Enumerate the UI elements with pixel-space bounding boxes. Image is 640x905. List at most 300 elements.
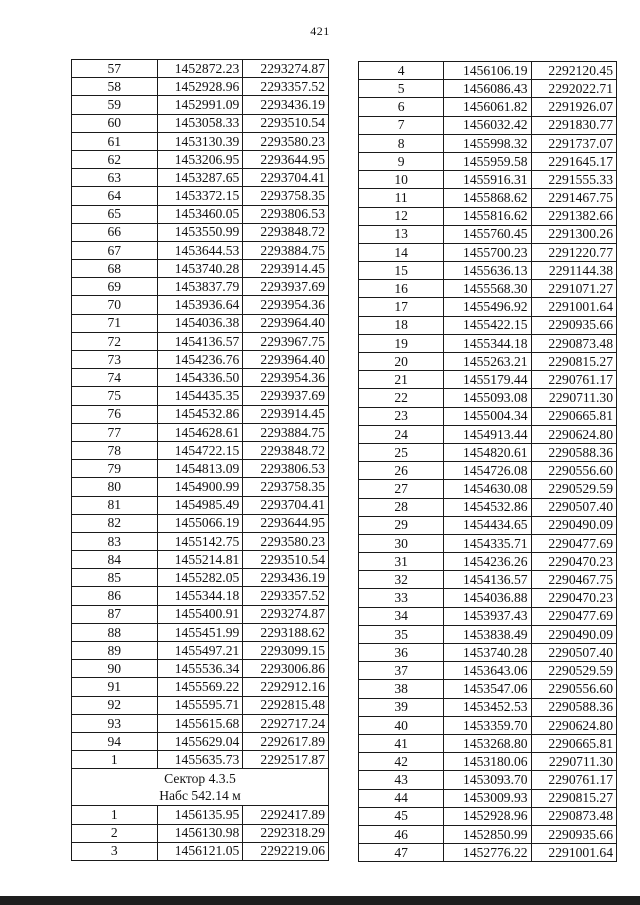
x-coordinate-cell: 1455179.44 [444, 371, 531, 389]
x-coordinate-cell: 1454236.76 [157, 351, 243, 369]
x-coordinate-cell: 1455214.81 [157, 551, 243, 569]
point-number-cell: 90 [72, 660, 158, 678]
table-row [359, 62, 617, 80]
point-number-cell: 38 [359, 680, 444, 698]
table-row [359, 480, 617, 498]
y-coordinate-cell: 2293436.19 [243, 569, 329, 587]
y-coordinate-cell: 2293099.15 [243, 642, 329, 660]
point-number-cell: 94 [72, 732, 158, 750]
point-number-cell: 22 [359, 389, 444, 407]
y-coordinate-cell: 2293758.35 [243, 478, 329, 496]
x-coordinate-cell: 1454985.49 [157, 496, 243, 514]
table-row [359, 844, 617, 862]
point-number-cell: 26 [359, 462, 444, 480]
y-coordinate-cell: 2293758.35 [243, 187, 329, 205]
x-coordinate-cell: 1456106.19 [444, 62, 531, 80]
y-coordinate-cell: 2291382.66 [531, 207, 616, 225]
point-number-cell: 23 [359, 407, 444, 425]
table-row [72, 623, 329, 641]
x-coordinate-cell: 1453740.28 [444, 644, 531, 662]
table-row [72, 714, 329, 732]
x-coordinate-cell: 1453936.64 [157, 296, 243, 314]
y-coordinate-cell: 2293964.40 [243, 314, 329, 332]
table-row [72, 60, 329, 78]
y-coordinate-cell: 2291144.38 [531, 262, 616, 280]
point-number-cell: 20 [359, 353, 444, 371]
point-number-cell: 44 [359, 789, 444, 807]
table-row [72, 423, 329, 441]
y-coordinate-cell: 2293914.45 [243, 405, 329, 423]
point-number-cell: 37 [359, 662, 444, 680]
table-row [359, 789, 617, 807]
x-coordinate-cell: 1455093.08 [444, 389, 531, 407]
y-coordinate-cell: 2291645.17 [531, 152, 616, 170]
table-row [359, 407, 617, 425]
y-coordinate-cell: 2290507.40 [531, 644, 616, 662]
x-coordinate-cell: 1455569.22 [157, 678, 243, 696]
x-coordinate-cell: 1455400.91 [157, 605, 243, 623]
x-coordinate-cell: 1456032.42 [444, 116, 531, 134]
y-coordinate-cell: 2293806.53 [243, 460, 329, 478]
x-coordinate-cell: 1455497.21 [157, 642, 243, 660]
table-row [72, 587, 329, 605]
x-coordinate-cell: 1454913.44 [444, 425, 531, 443]
table-row [359, 698, 617, 716]
x-coordinate-cell: 1453452.53 [444, 698, 531, 716]
y-coordinate-cell: 2291071.27 [531, 280, 616, 298]
y-coordinate-cell: 2292022.71 [531, 80, 616, 98]
y-coordinate-cell: 2293937.69 [243, 387, 329, 405]
point-number-cell: 29 [359, 516, 444, 534]
x-coordinate-cell: 1452928.96 [157, 78, 243, 96]
table-row [72, 369, 329, 387]
y-coordinate-cell: 2293644.95 [243, 514, 329, 532]
point-number-cell: 31 [359, 553, 444, 571]
x-coordinate-cell: 1454722.15 [157, 441, 243, 459]
x-coordinate-cell: 1455451.99 [157, 623, 243, 641]
y-coordinate-cell: 2292912.16 [243, 678, 329, 696]
table-row [359, 571, 617, 589]
point-number-cell: 93 [72, 714, 158, 732]
table-row [359, 534, 617, 552]
x-coordinate-cell: 1454726.08 [444, 462, 531, 480]
table-row [359, 371, 617, 389]
y-coordinate-cell: 2292219.06 [243, 842, 329, 860]
point-number-cell: 40 [359, 716, 444, 734]
point-number-cell: 72 [72, 332, 158, 350]
x-coordinate-cell: 1454628.61 [157, 423, 243, 441]
y-coordinate-cell: 2290588.36 [531, 443, 616, 461]
point-number-cell: 46 [359, 825, 444, 843]
point-number-cell: 91 [72, 678, 158, 696]
point-number-cell: 84 [72, 551, 158, 569]
x-coordinate-cell: 1453643.06 [444, 662, 531, 680]
point-number-cell: 1 [72, 751, 158, 769]
x-coordinate-cell: 1454036.88 [444, 589, 531, 607]
y-coordinate-cell: 2290711.30 [531, 753, 616, 771]
table-row [359, 262, 617, 280]
x-coordinate-cell: 1454136.57 [444, 571, 531, 589]
table-row [72, 696, 329, 714]
y-coordinate-cell: 2293964.40 [243, 351, 329, 369]
point-number-cell: 92 [72, 696, 158, 714]
point-number-cell: 30 [359, 534, 444, 552]
point-number-cell: 11 [359, 189, 444, 207]
point-number-cell: 82 [72, 514, 158, 532]
table-row [359, 225, 617, 243]
point-number-cell: 17 [359, 298, 444, 316]
x-coordinate-cell: 1453093.70 [444, 771, 531, 789]
table-row [72, 405, 329, 423]
point-number-cell: 18 [359, 316, 444, 334]
y-coordinate-cell: 2293806.53 [243, 205, 329, 223]
table-row [72, 551, 329, 569]
y-coordinate-cell: 2292717.24 [243, 714, 329, 732]
point-number-cell: 78 [72, 441, 158, 459]
table-row [359, 171, 617, 189]
y-coordinate-cell: 2291001.64 [531, 844, 616, 862]
x-coordinate-cell: 1453460.05 [157, 205, 243, 223]
point-number-cell: 60 [72, 114, 158, 132]
sector-area: Набс 542.14 м [159, 788, 241, 804]
x-coordinate-cell: 1453547.06 [444, 680, 531, 698]
table-row [359, 425, 617, 443]
table-row [359, 207, 617, 225]
point-number-cell: 66 [72, 223, 158, 241]
table-row [72, 314, 329, 332]
x-coordinate-cell: 1454236.26 [444, 553, 531, 571]
y-coordinate-cell: 2292120.45 [531, 62, 616, 80]
table-row [72, 96, 329, 114]
x-coordinate-cell: 1455282.05 [157, 569, 243, 587]
point-number-cell: 35 [359, 625, 444, 643]
table-row [72, 678, 329, 696]
point-number-cell: 81 [72, 496, 158, 514]
y-coordinate-cell: 2293188.62 [243, 623, 329, 641]
y-coordinate-cell: 2292417.89 [243, 806, 329, 824]
x-coordinate-cell: 1455959.58 [444, 152, 531, 170]
point-number-cell: 32 [359, 571, 444, 589]
point-number-cell: 69 [72, 278, 158, 296]
x-coordinate-cell: 1455496.92 [444, 298, 531, 316]
y-coordinate-cell: 2290873.48 [531, 334, 616, 352]
point-number-cell: 39 [359, 698, 444, 716]
x-coordinate-cell: 1455998.32 [444, 134, 531, 152]
x-coordinate-cell: 1455344.18 [157, 587, 243, 605]
point-number-cell: 8 [359, 134, 444, 152]
point-number-cell: 73 [72, 351, 158, 369]
table-row [72, 150, 329, 168]
y-coordinate-cell: 2293274.87 [243, 605, 329, 623]
x-coordinate-cell: 1453550.99 [157, 223, 243, 241]
point-number-cell: 28 [359, 498, 444, 516]
y-coordinate-cell: 2293914.45 [243, 260, 329, 278]
table-row [72, 514, 329, 532]
y-coordinate-cell: 2290815.27 [531, 789, 616, 807]
x-coordinate-cell: 1452776.22 [444, 844, 531, 862]
x-coordinate-cell: 1455629.04 [157, 732, 243, 750]
table-row [72, 824, 329, 842]
point-number-cell: 70 [72, 296, 158, 314]
x-coordinate-cell: 1453359.70 [444, 716, 531, 734]
table-row [72, 460, 329, 478]
y-coordinate-cell: 2293937.69 [243, 278, 329, 296]
x-coordinate-cell: 1452850.99 [444, 825, 531, 843]
table-row [72, 732, 329, 750]
point-number-cell: 34 [359, 607, 444, 625]
x-coordinate-cell: 1455916.31 [444, 171, 531, 189]
point-number-cell: 16 [359, 280, 444, 298]
y-coordinate-cell: 2290624.80 [531, 716, 616, 734]
y-coordinate-cell: 2290467.75 [531, 571, 616, 589]
point-number-cell: 67 [72, 241, 158, 259]
table-row [72, 532, 329, 550]
point-number-cell: 59 [72, 96, 158, 114]
x-coordinate-cell: 1454900.99 [157, 478, 243, 496]
y-coordinate-cell: 2290477.69 [531, 534, 616, 552]
table-row [72, 132, 329, 150]
x-coordinate-cell: 1455615.68 [157, 714, 243, 732]
y-coordinate-cell: 2293274.87 [243, 60, 329, 78]
x-coordinate-cell: 1454335.71 [444, 534, 531, 552]
point-number-cell: 3 [72, 842, 158, 860]
y-coordinate-cell: 2290761.17 [531, 371, 616, 389]
sector-header-body [72, 769, 329, 806]
point-number-cell: 7 [359, 116, 444, 134]
x-coordinate-cell: 1454820.61 [444, 443, 531, 461]
table-row [359, 243, 617, 261]
y-coordinate-cell: 2290529.59 [531, 662, 616, 680]
point-number-cell: 24 [359, 425, 444, 443]
point-number-cell: 13 [359, 225, 444, 243]
y-coordinate-cell: 2291926.07 [531, 98, 616, 116]
y-coordinate-cell: 2291555.33 [531, 171, 616, 189]
table-row [359, 298, 617, 316]
y-coordinate-cell: 2292617.89 [243, 732, 329, 750]
x-coordinate-cell: 1455536.34 [157, 660, 243, 678]
table-row [72, 751, 329, 769]
table-row [72, 605, 329, 623]
x-coordinate-cell: 1452872.23 [157, 60, 243, 78]
point-number-cell: 27 [359, 480, 444, 498]
table-row [72, 187, 329, 205]
table-row [359, 716, 617, 734]
x-coordinate-cell: 1456135.95 [157, 806, 243, 824]
table-row [359, 316, 617, 334]
point-number-cell: 5 [359, 80, 444, 98]
x-coordinate-cell: 1455422.15 [444, 316, 531, 334]
y-coordinate-cell: 2290470.23 [531, 589, 616, 607]
y-coordinate-cell: 2293006.86 [243, 660, 329, 678]
x-coordinate-cell: 1453009.93 [444, 789, 531, 807]
x-coordinate-cell: 1456061.82 [444, 98, 531, 116]
x-coordinate-cell: 1454532.86 [444, 498, 531, 516]
x-coordinate-cell: 1455263.21 [444, 353, 531, 371]
point-number-cell: 62 [72, 150, 158, 168]
table-row [359, 516, 617, 534]
page-number: 421 [310, 24, 330, 38]
x-coordinate-cell: 1454434.65 [444, 516, 531, 534]
y-coordinate-cell: 2293436.19 [243, 96, 329, 114]
table-row [359, 389, 617, 407]
x-coordinate-cell: 1454036.38 [157, 314, 243, 332]
table-row [72, 260, 329, 278]
point-number-cell: 88 [72, 623, 158, 641]
point-number-cell: 87 [72, 605, 158, 623]
table-row [359, 825, 617, 843]
table-row [359, 462, 617, 480]
point-number-cell: 6 [359, 98, 444, 116]
y-coordinate-cell: 2290556.60 [531, 462, 616, 480]
y-coordinate-cell: 2293704.41 [243, 169, 329, 187]
x-coordinate-cell: 1455004.34 [444, 407, 531, 425]
y-coordinate-cell: 2293967.75 [243, 332, 329, 350]
x-coordinate-cell: 1452928.96 [444, 807, 531, 825]
table-row [359, 680, 617, 698]
scan-bottom-edge [0, 896, 640, 905]
x-coordinate-cell: 1453268.80 [444, 734, 531, 752]
left-coordinates-table [71, 59, 329, 861]
table-row [72, 842, 329, 860]
y-coordinate-cell: 2290711.30 [531, 389, 616, 407]
y-coordinate-cell: 2290470.23 [531, 553, 616, 571]
point-number-cell: 9 [359, 152, 444, 170]
table-row [72, 496, 329, 514]
table-row [359, 443, 617, 461]
x-coordinate-cell: 1455066.19 [157, 514, 243, 532]
y-coordinate-cell: 2290490.09 [531, 516, 616, 534]
x-coordinate-cell: 1454435.35 [157, 387, 243, 405]
y-coordinate-cell: 2290529.59 [531, 480, 616, 498]
point-number-cell: 61 [72, 132, 158, 150]
table-row [359, 734, 617, 752]
sector-title: Сектор 4.3.5 [164, 771, 236, 787]
point-number-cell: 77 [72, 423, 158, 441]
point-number-cell: 85 [72, 569, 158, 587]
table-row [72, 478, 329, 496]
x-coordinate-cell: 1453740.28 [157, 260, 243, 278]
y-coordinate-cell: 2291300.26 [531, 225, 616, 243]
table-row [72, 223, 329, 241]
point-number-cell: 33 [359, 589, 444, 607]
x-coordinate-cell: 1453287.65 [157, 169, 243, 187]
point-number-cell: 42 [359, 753, 444, 771]
sector-header-row [72, 769, 329, 806]
table-row [72, 278, 329, 296]
x-coordinate-cell: 1453206.95 [157, 150, 243, 168]
table-row [359, 334, 617, 352]
y-coordinate-cell: 2290556.60 [531, 680, 616, 698]
point-number-cell: 15 [359, 262, 444, 280]
y-coordinate-cell: 2293954.36 [243, 296, 329, 314]
point-number-cell: 36 [359, 644, 444, 662]
point-number-cell: 58 [72, 78, 158, 96]
point-number-cell: 2 [72, 824, 158, 842]
y-coordinate-cell: 2292815.48 [243, 696, 329, 714]
x-coordinate-cell: 1454336.50 [157, 369, 243, 387]
y-coordinate-cell: 2292517.87 [243, 751, 329, 769]
y-coordinate-cell: 2293510.54 [243, 551, 329, 569]
table-row [359, 152, 617, 170]
x-coordinate-cell: 1455760.45 [444, 225, 531, 243]
point-number-cell: 25 [359, 443, 444, 461]
y-coordinate-cell: 2293848.72 [243, 441, 329, 459]
table-row [359, 116, 617, 134]
point-number-cell: 68 [72, 260, 158, 278]
point-number-cell: 76 [72, 405, 158, 423]
y-coordinate-cell: 2293954.36 [243, 369, 329, 387]
y-coordinate-cell: 2291467.75 [531, 189, 616, 207]
x-coordinate-cell: 1453372.15 [157, 187, 243, 205]
x-coordinate-cell: 1453130.39 [157, 132, 243, 150]
x-coordinate-cell: 1455636.13 [444, 262, 531, 280]
point-number-cell: 83 [72, 532, 158, 550]
x-coordinate-cell: 1453644.53 [157, 241, 243, 259]
point-number-cell: 19 [359, 334, 444, 352]
y-coordinate-cell: 2290665.81 [531, 734, 616, 752]
table-row [359, 80, 617, 98]
table-row [72, 806, 329, 824]
x-coordinate-cell: 1455816.62 [444, 207, 531, 225]
point-number-cell: 63 [72, 169, 158, 187]
table-row [72, 78, 329, 96]
y-coordinate-cell: 2291001.64 [531, 298, 616, 316]
table-row [72, 169, 329, 187]
table-row [72, 569, 329, 587]
table-row [359, 280, 617, 298]
point-number-cell: 43 [359, 771, 444, 789]
y-coordinate-cell: 2290815.27 [531, 353, 616, 371]
table-row [359, 644, 617, 662]
table-row [359, 134, 617, 152]
point-number-cell: 21 [359, 371, 444, 389]
x-coordinate-cell: 1455568.30 [444, 280, 531, 298]
y-coordinate-cell: 2293580.23 [243, 532, 329, 550]
point-number-cell: 57 [72, 60, 158, 78]
table-row [359, 553, 617, 571]
left-table-body-lower [72, 806, 329, 861]
y-coordinate-cell: 2290624.80 [531, 425, 616, 443]
x-coordinate-cell: 1454532.86 [157, 405, 243, 423]
right-table-body [359, 62, 617, 862]
x-coordinate-cell: 1454630.08 [444, 480, 531, 498]
y-coordinate-cell: 2290935.66 [531, 316, 616, 334]
right-coordinates-table [358, 61, 617, 862]
point-number-cell: 41 [359, 734, 444, 752]
point-number-cell: 47 [359, 844, 444, 862]
x-coordinate-cell: 1456121.05 [157, 842, 243, 860]
x-coordinate-cell: 1453837.79 [157, 278, 243, 296]
y-coordinate-cell: 2290490.09 [531, 625, 616, 643]
point-number-cell: 14 [359, 243, 444, 261]
y-coordinate-cell: 2290477.69 [531, 607, 616, 625]
x-coordinate-cell: 1453937.43 [444, 607, 531, 625]
point-number-cell: 89 [72, 642, 158, 660]
y-coordinate-cell: 2290507.40 [531, 498, 616, 516]
table-row [359, 753, 617, 771]
table-row [72, 296, 329, 314]
table-row [72, 205, 329, 223]
x-coordinate-cell: 1455700.23 [444, 243, 531, 261]
table-row [359, 607, 617, 625]
y-coordinate-cell: 2290588.36 [531, 698, 616, 716]
x-coordinate-cell: 1453058.33 [157, 114, 243, 132]
x-coordinate-cell: 1455142.75 [157, 532, 243, 550]
point-number-cell: 12 [359, 207, 444, 225]
x-coordinate-cell: 1455344.18 [444, 334, 531, 352]
point-number-cell: 10 [359, 171, 444, 189]
point-number-cell: 86 [72, 587, 158, 605]
